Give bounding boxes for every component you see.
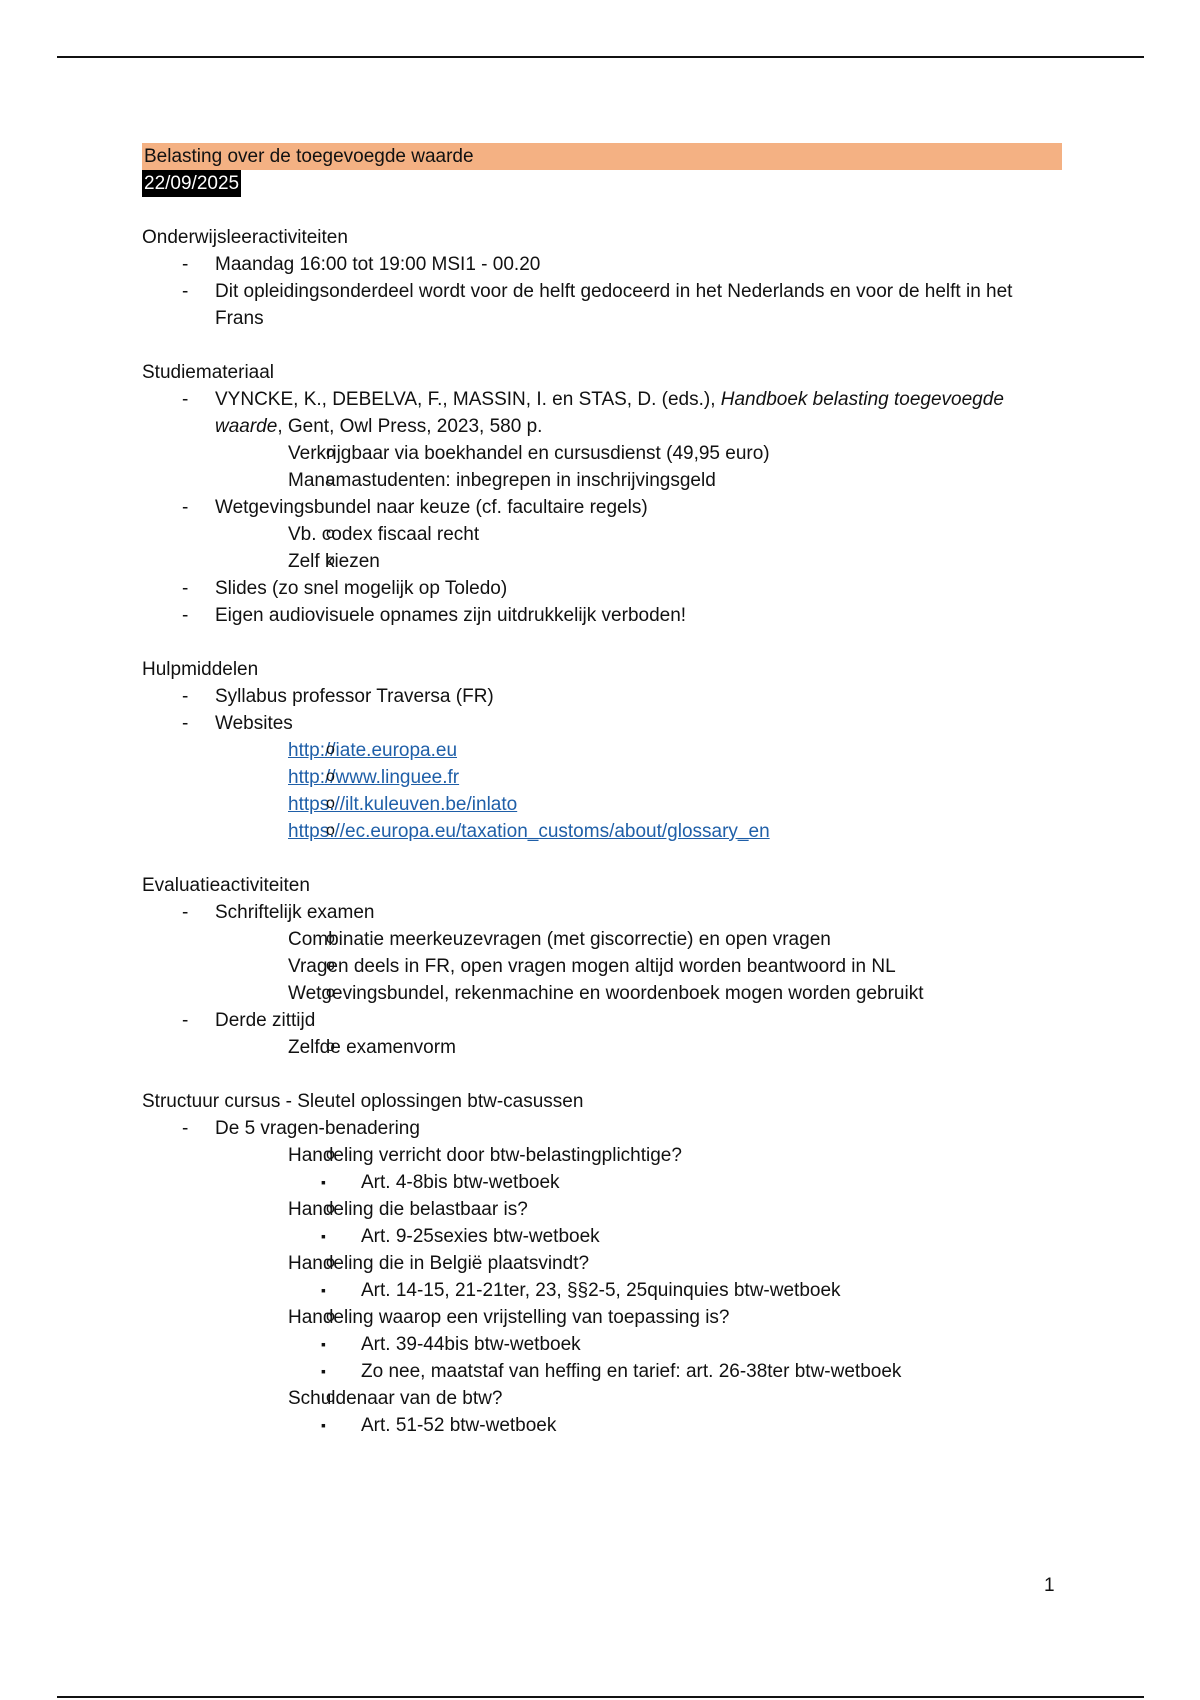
sub-list [142, 521, 1062, 575]
section-heading: Studiemateriaal [142, 362, 275, 383]
section-heading: Hulpmiddelen [142, 659, 259, 680]
sub-list-item [215, 818, 1062, 845]
list-item-text: Derde zittijd [215, 1010, 316, 1031]
list-item-text: De 5 vragen-benadering [215, 1118, 420, 1139]
document-date: 22/09/2025 [142, 170, 241, 197]
sub-list-item: o Vb. codex fiscaal recht [215, 521, 1062, 548]
answer-list [288, 1412, 1062, 1439]
answer-list [288, 1277, 1062, 1304]
list-item-text: Schriftelijk examen [215, 902, 375, 923]
answer-item: ▪ Art. 51-52 btw-wetboek [288, 1412, 1062, 1439]
answer-item: ▪ Zo nee, maatstaf van heffing en tarief: art. 26-38ter btw-wetboek [288, 1358, 1062, 1385]
bullet-list [142, 683, 1062, 845]
bottom-rule [57, 1696, 1144, 1698]
section-onderwijsleeractiviteiten [142, 224, 1062, 332]
bullet-list [142, 251, 1062, 332]
answer-item: ▪ Art. 39-44bis btw-wetboek [288, 1331, 1062, 1358]
list-item: - Eigen audiovisuele opnames zijn uitdrukkelijk verboden! [142, 602, 1062, 629]
bullet-list [142, 899, 1062, 1061]
list-item: - Slides (zo snel mogelijk op Toledo) [142, 575, 1062, 602]
link-glossary[interactable]: https://ec.europa.eu/taxation_customs/about/glossary_en [288, 821, 770, 842]
list-item-approach [142, 1115, 1062, 1439]
question-list [142, 1142, 1062, 1439]
section-heading: Structuur cursus - Sleutel oplossingen btw-casussen [142, 1091, 584, 1112]
question-item [215, 1142, 1062, 1196]
list-item-bundle [142, 494, 1062, 575]
section-hulpmiddelen [142, 656, 1062, 845]
question-text: Handeling die in België plaatsvindt? [288, 1253, 590, 1274]
question-item [215, 1304, 1062, 1385]
link-iate[interactable]: http://iate.europa.eu [288, 740, 458, 761]
section-heading: Onderwijsleeractiviteiten [142, 227, 348, 248]
section-studiemateriaal [142, 359, 1062, 629]
list-item-third-session [142, 1007, 1062, 1061]
link-list [142, 737, 1062, 845]
sub-list [142, 926, 1062, 1007]
sub-list-item [215, 737, 1062, 764]
question-item [215, 1196, 1062, 1250]
list-item-exam [142, 899, 1062, 1007]
sub-list-item: o Zelf kiezen [215, 548, 1062, 575]
answer-list [288, 1331, 1062, 1385]
book-authors: VYNCKE, K., DEBELVA, F., MASSIN, I. en STAS, D. (eds.), [215, 389, 721, 410]
document-body [142, 143, 1062, 1439]
book-publisher: , Gent, Owl Press, 2023, 580 p. [277, 416, 543, 437]
list-item: - Maandag 16:00 tot 19:00 MSI1 - 00.20 [142, 251, 1062, 278]
sub-list [142, 1034, 1062, 1061]
list-item: - Syllabus professor Traversa (FR) [142, 683, 1062, 710]
list-item: - Dit opleidingsonderdeel wordt voor de helft gedoceerd in het Nederlands en voor de helft in het Frans [142, 278, 1062, 332]
answer-item: ▪ Art. 4-8bis btw-wetboek [288, 1169, 1062, 1196]
list-item-handbook [142, 386, 1062, 494]
question-item [215, 1385, 1062, 1439]
bullet-list [142, 1115, 1062, 1439]
list-item-websites [142, 710, 1062, 845]
document-title: Belasting over de toegevoegde waarde [142, 143, 1062, 170]
question-item [215, 1250, 1062, 1304]
sub-list-item: o Combinatie meerkeuzevragen (met giscorrectie) en open vragen [215, 926, 1062, 953]
sub-list-item: o Verkrijgbaar via boekhandel en cursusdienst (49,95 euro) [215, 440, 1062, 467]
list-item-text: Wetgevingsbundel naar keuze (cf. facultaire regels) [215, 497, 648, 518]
sub-list-item: o Zelfde examenvorm [215, 1034, 1062, 1061]
bullet-list [142, 386, 1062, 629]
answer-list [288, 1169, 1062, 1196]
sub-list-item [215, 791, 1062, 818]
answer-item: ▪ Art. 14-15, 21-21ter, 23, §§2-5, 25quinquies btw-wetboek [288, 1277, 1062, 1304]
book-title: Handboek belasting toegevoegde waarde [215, 389, 1004, 437]
question-text: Handeling verricht door btw-belastingplichtige? [288, 1145, 682, 1166]
page-number: 1 [1044, 1575, 1055, 1596]
question-text: Schuldenaar van de btw? [288, 1388, 503, 1409]
section-evaluatieactiviteiten [142, 872, 1062, 1061]
question-text: Handeling waarop een vrijstelling van toepassing is? [288, 1307, 730, 1328]
answer-item: ▪ Art. 9-25sexies btw-wetboek [288, 1223, 1062, 1250]
question-text: Handeling die belastbaar is? [288, 1199, 528, 1220]
list-item-text: Websites [215, 713, 293, 734]
answer-list [288, 1223, 1062, 1250]
sub-list-item: o Wetgevingsbundel, rekenmachine en woordenboek mogen worden gebruikt [215, 980, 1062, 1007]
link-inlato[interactable]: https://ilt.kuleuven.be/inlato [288, 794, 518, 815]
sub-list-item [215, 764, 1062, 791]
link-linguee[interactable]: http://www.linguee.fr [288, 767, 460, 788]
sub-list-item: o Manamastudenten: inbegrepen in inschrijvingsgeld [215, 467, 1062, 494]
top-rule [57, 56, 1144, 58]
sub-list [142, 440, 1062, 494]
sub-list-item: o Vragen deels in FR, open vragen mogen altijd worden beantwoord in NL [215, 953, 1062, 980]
section-heading: Evaluatieactiviteiten [142, 875, 310, 896]
section-structuur-cursus [142, 1088, 1062, 1439]
